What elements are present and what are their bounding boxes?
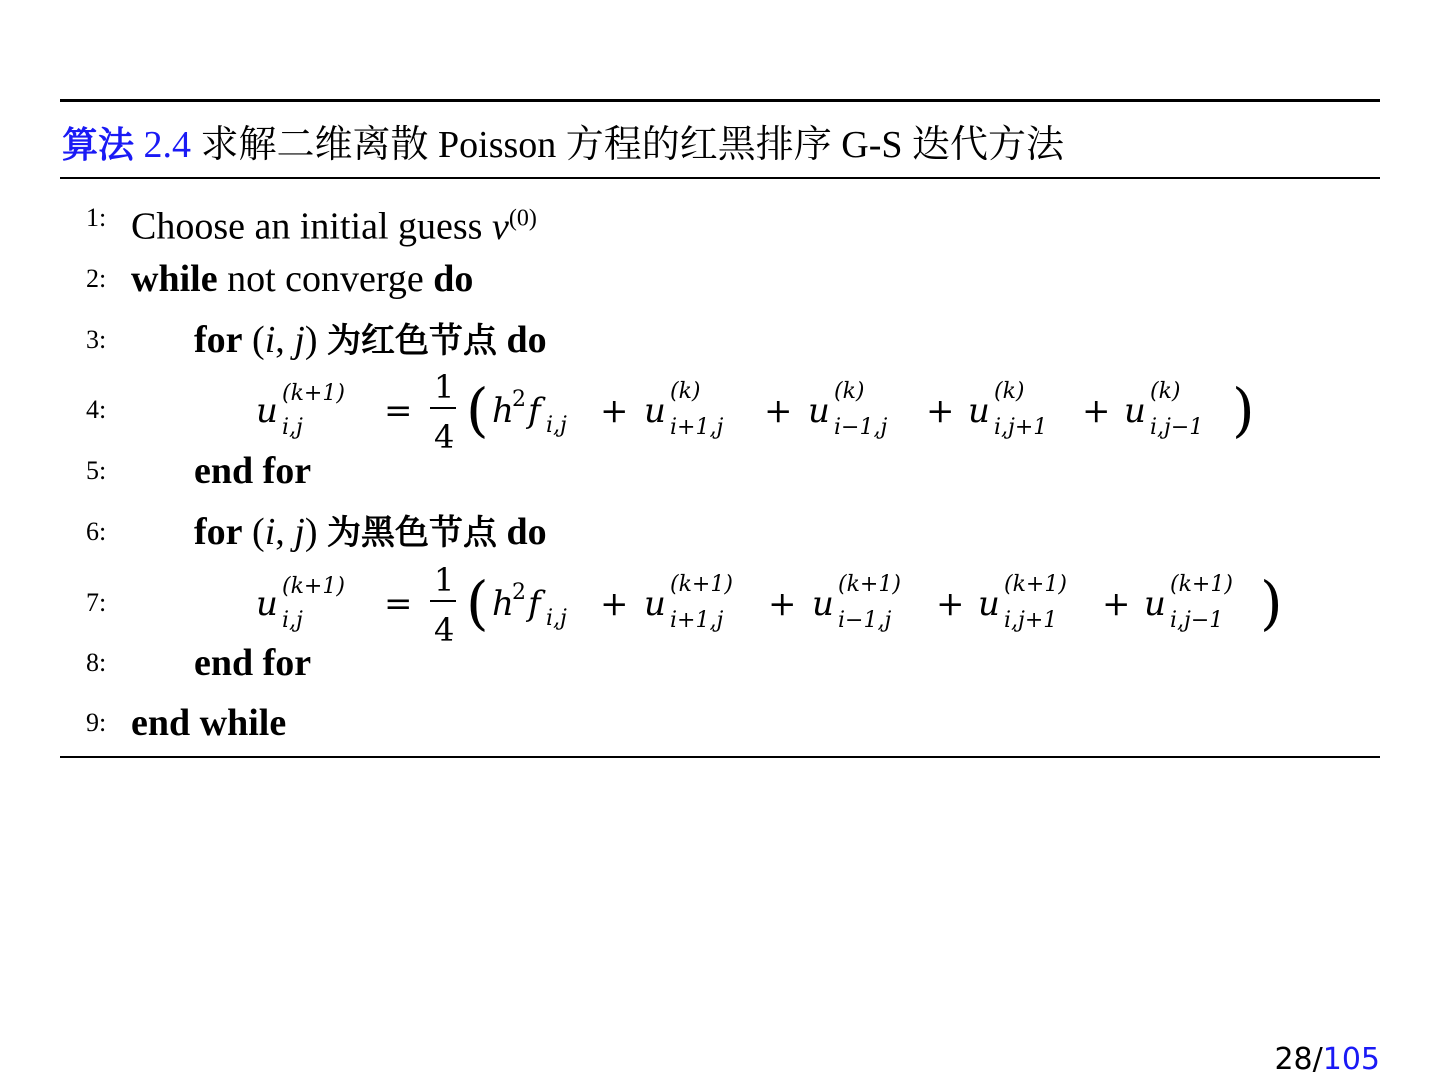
keyword-end-for: end for: [194, 450, 312, 492]
svg-text:4: 4: [434, 611, 455, 649]
keyword-do: do: [506, 511, 547, 553]
svg-text:i,j: i,j: [546, 413, 567, 438]
svg-text:h: h: [492, 584, 514, 624]
algorithm-line-3: [0, 315, 1440, 365]
algorithm-top-rule: [60, 99, 1380, 102]
svg-text:(k+1): (k+1): [282, 381, 345, 406]
keyword-do: do: [433, 258, 474, 300]
keyword-while: while: [131, 258, 218, 300]
svg-text:i,j: i,j: [546, 606, 567, 631]
svg-text:4: 4: [434, 418, 455, 456]
algorithm-line-6: [0, 507, 1440, 557]
svg-text:u: u: [256, 391, 278, 431]
line-content: [194, 507, 547, 558]
svg-text:+: +: [600, 584, 629, 624]
formula-red-update: [256, 360, 1266, 460]
svg-text:=: =: [384, 584, 413, 624]
algorithm-number: 2.4: [143, 124, 192, 166]
svg-text:(k): (k): [834, 379, 865, 404]
svg-text:f: f: [528, 584, 541, 624]
keyword-end-for: end for: [194, 642, 312, 684]
svg-text:1: 1: [434, 561, 455, 599]
line-number: 3:: [86, 325, 107, 354]
svg-text:u: u: [644, 391, 666, 431]
step-text: not converge: [227, 258, 424, 300]
algorithm-line-9: [0, 698, 1440, 748]
svg-text:i+1,j: i+1,j: [670, 608, 724, 633]
svg-text:(k+1): (k+1): [1004, 572, 1067, 597]
line-number: 6:: [86, 517, 107, 546]
math-ij: (i, j): [252, 319, 318, 361]
svg-text:): ): [1260, 569, 1283, 637]
red-node-text: 为红色节点: [326, 321, 497, 361]
svg-text:i−1,j: i−1,j: [834, 415, 888, 440]
svg-text:i,j: i,j: [282, 415, 303, 440]
svg-text:u: u: [256, 584, 278, 624]
algorithm-title: 求解二维离散 Poisson 方程的红黑排序 G-S 迭代方法: [200, 124, 1065, 166]
svg-text:f: f: [528, 391, 541, 431]
svg-text:2: 2: [512, 580, 526, 605]
svg-text:i,j−1: i,j−1: [1150, 415, 1204, 440]
svg-text:(k): (k): [1150, 379, 1181, 404]
svg-text:+: +: [1082, 391, 1111, 431]
algorithm-caption: [62, 120, 1064, 171]
svg-text:+: +: [600, 391, 629, 431]
svg-text:i−1,j: i−1,j: [838, 608, 892, 633]
svg-text:(k+1): (k+1): [282, 574, 345, 599]
svg-text:+: +: [764, 391, 793, 431]
math-ij: (i, j): [252, 511, 318, 553]
line-content: [131, 193, 537, 252]
line-number: 4:: [86, 395, 107, 424]
svg-text:+: +: [936, 584, 965, 624]
svg-text:i,j−1: i,j−1: [1170, 608, 1224, 633]
svg-text:2: 2: [512, 387, 526, 412]
svg-text:u: u: [978, 584, 1000, 624]
algorithm-bottom-rule: [60, 756, 1380, 758]
svg-text:(: (: [466, 569, 489, 637]
keyword-for: for: [194, 511, 243, 553]
svg-text:u: u: [644, 584, 666, 624]
keyword-for: for: [194, 319, 243, 361]
svg-text:+: +: [926, 391, 955, 431]
keyword-do: do: [506, 319, 547, 361]
line-number: 5:: [86, 456, 107, 485]
svg-text:u: u: [812, 584, 834, 624]
page-current: 28: [1274, 1042, 1313, 1077]
algorithm-line-1: [0, 193, 1440, 248]
step-text: Choose an initial guess: [131, 205, 483, 248]
svg-text:u: u: [1124, 391, 1146, 431]
svg-text:i,j+1: i,j+1: [1004, 608, 1058, 633]
svg-text:(k+1): (k+1): [1170, 572, 1233, 597]
svg-text:i+1,j: i+1,j: [670, 415, 724, 440]
line-content: [131, 254, 473, 304]
line-number: 2:: [86, 264, 107, 293]
algorithm-line-5: [0, 446, 1440, 496]
svg-text:u: u: [808, 391, 830, 431]
algorithm-header-rule: [60, 177, 1380, 179]
line-number: 1:: [86, 203, 107, 232]
svg-text:u: u: [968, 391, 990, 431]
math-v0: $v^{(0)}$: [491, 205, 537, 248]
svg-text:+: +: [768, 584, 797, 624]
line-number: 8:: [86, 648, 107, 677]
page-number: 28/105: [1274, 1042, 1380, 1077]
page-total-link[interactable]: 105: [1322, 1042, 1380, 1077]
svg-text:(k+1): (k+1): [670, 572, 733, 597]
algorithm-line-2: [0, 254, 1440, 304]
algorithm-line-8: [0, 638, 1440, 688]
svg-text:i,j: i,j: [282, 608, 303, 633]
line-content: [194, 315, 547, 366]
svg-text:i,j+1: i,j+1: [994, 415, 1048, 440]
svg-text:): ): [1232, 376, 1255, 444]
svg-text:(: (: [466, 376, 489, 444]
svg-text:(k): (k): [994, 379, 1025, 404]
line-number: 9:: [86, 708, 107, 737]
svg-text:(k): (k): [670, 379, 701, 404]
algorithm-label: 算法: [62, 125, 135, 166]
line-number: 7:: [86, 588, 107, 617]
black-node-text: 为黑色节点: [326, 513, 497, 553]
keyword-end-while: end while: [131, 702, 287, 744]
svg-text:+: +: [1102, 584, 1131, 624]
svg-text:1: 1: [434, 368, 455, 406]
svg-text:u: u: [1144, 584, 1166, 624]
svg-text:h: h: [492, 391, 514, 431]
svg-text:=: =: [384, 391, 413, 431]
svg-text:(k+1): (k+1): [838, 572, 901, 597]
